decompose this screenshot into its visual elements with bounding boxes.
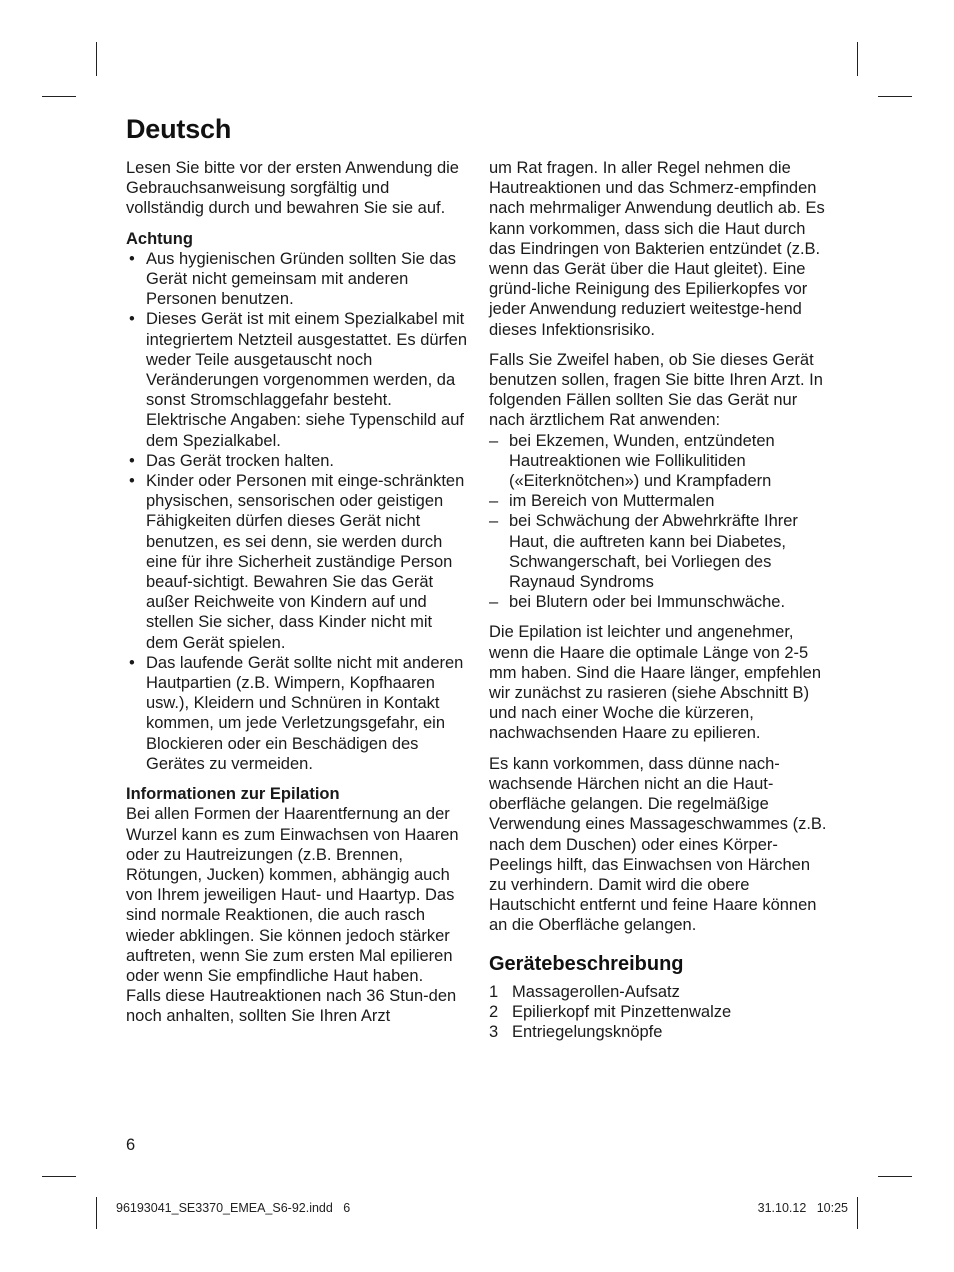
item-number: 3 xyxy=(489,1023,499,1042)
item-label: Massagerollen-Aufsatz xyxy=(512,982,680,1001)
caution-list xyxy=(126,249,468,774)
page-number: 6 xyxy=(126,1136,136,1154)
item-number: 1 xyxy=(489,982,499,1001)
list-item: – bei Ekzemen, Wunden, entzündeten Hautreaktionen wie Follikulitiden («Eiterknötchen») und Krampfadern xyxy=(489,431,831,492)
crop-mark xyxy=(96,1197,97,1229)
item-label: Epilierkopf mit Pinzettenwalze xyxy=(512,1002,732,1021)
list-item xyxy=(489,1002,831,1022)
crop-mark xyxy=(857,1197,858,1229)
footer-datetime: 31.10.12 10:25 xyxy=(757,1201,848,1215)
intro-paragraph: Lesen Sie bitte vor der ersten Anwendung die Gebrauchsanweisung sorgfältig und vollständig durch und bewahren Sie sie auf. xyxy=(126,159,459,218)
crop-mark xyxy=(42,96,76,97)
crop-mark xyxy=(878,1176,912,1177)
device-description-heading: Gerätebeschreibung xyxy=(489,952,684,975)
item-label: Entriegelungsknöpfe xyxy=(512,1023,663,1042)
list-item: • Kinder oder Personen mit einge-schränkten physischen, sensorischen oder geistigen Fähigkeiten dürfen dieses Gerät nicht benutzen, es sei denn, sie werden durch eine für ihre Sicherheit zuständige Person beauf-sichtigt. Bewahren Sie das Gerät außer Reichweite von Kindern auf und stellen Sie sicher, dass Kinder nicht mit dem Gerät spielen. xyxy=(126,471,468,653)
right-column xyxy=(489,158,831,1042)
list-item: • Aus hygienischen Gründen sollten Sie das Gerät nicht gemeinsam mit anderen Personen benutzen. xyxy=(126,249,468,310)
footer-filename: 96193041_SE3370_EMEA_S6-92.indd 6 xyxy=(116,1201,351,1215)
list-item: – bei Schwächung der Abwehrkräfte Ihrer Haut, die auftreten kann bei Diabetes, Schwangerschaft, bei Vorliegen des Raynaud Syndroms xyxy=(489,511,831,592)
list-item xyxy=(489,982,831,1002)
left-column xyxy=(126,158,468,1027)
device-parts-list xyxy=(489,982,831,1043)
caution-heading: Achtung xyxy=(126,229,193,248)
continuation-paragraph: um Rat fragen. In aller Regel nehmen die Hautreaktionen und das Schmerz-empfinden nach mehrmaliger Anwendung deutlich ab. Es kann vorkommen, dass sich die Haut durch das Eindringen von Bakterien entzündet (z.B. wenn das Gerät über die Haut gleitet). Eine gründ-liche Reinigung des Epilierkopfes vor jeder Anwendung reduziert weitestge-hend dieses Infektionsrisiko. xyxy=(489,159,825,339)
crop-mark xyxy=(96,42,97,76)
doubt-list xyxy=(489,431,831,613)
page-title: Deutsch xyxy=(126,114,232,144)
crop-mark xyxy=(878,96,912,97)
info-paragraph-continued: Falls diese Hautreaktionen nach 36 Stun-den noch anhalten, sollten Sie Ihren Arzt xyxy=(126,987,457,1026)
item-number: 2 xyxy=(489,1002,499,1021)
epilation-paragraph: Die Epilation ist leichter und angenehmer, wenn die Haare die optimale Länge von 2-5 mm haben. Sind die Haare länger, empfehlen wir zunächst zu rasieren (siehe Abschnitt B) und nach einer Woche die kürzeren, nachwachsenden Haare zu epilieren. xyxy=(489,623,822,743)
list-item: • Das laufende Gerät sollte nicht mit anderen Hautpartien (z.B. Wimpern, Kopfhaaren usw.), Kleidern und Schnüren in Kontakt kommen, um jede Verletzungsgefahr, ein Blockieren oder ein Beschädigen des Gerätes zu vermeiden. xyxy=(126,653,468,774)
list-item: • Dieses Gerät ist mit einem Spezialkabel mit integriertem Netzteil ausgestattet. Es dürfen weder Teile ausgetauscht noch Veränderungen vorgenommen werden, da sonst Stromschlaggefahr besteht. Elektrische Angaben: siehe Typenschild auf dem Spezialkabel. xyxy=(126,309,468,450)
list-item: • Das Gerät trocken halten. xyxy=(126,451,468,471)
list-item: – bei Blutern oder bei Immunschwäche. xyxy=(489,592,831,612)
crop-mark xyxy=(857,42,858,76)
list-item: – im Bereich von Muttermalen xyxy=(489,491,831,511)
ingrown-paragraph: Es kann vorkommen, dass dünne nach-wachsende Härchen nicht an die Haut-oberfläche gelangen. Die regelmäßige Verwendung eines Massageschwammes (z.B. nach dem Duschen) oder eines Körper-Peelings hilft, das Einwachsen von Härchen zu verhindern. Damit wird die obere Hautschicht entfernt und feine Haare können an die Oberfläche gelangen. xyxy=(489,754,827,935)
list-item xyxy=(489,1022,831,1042)
crop-mark xyxy=(42,1176,76,1177)
doubt-paragraph: Falls Sie Zweifel haben, ob Sie dieses Gerät benutzen sollen, fragen Sie bitte Ihren Arzt. In folgenden Fällen sollten Sie das Gerät nur nach ärztlichem Rat anwenden: xyxy=(489,350,823,430)
info-paragraph: Bei allen Formen der Haarentfernung an der Wurzel kann es zum Einwachsen von Haaren oder zu Hautreizungen (z.B. Brennen, Rötungen, Jucken) kommen, abhängig auch von Ihrem jeweiligen Haut- und Haartyp. Das sind normale Reaktionen, die auch rasch wieder abklingen. Sie können jedoch stärker auftreten, wenn Sie zum ersten Mal epilieren oder wenn Sie empfindliche Haut haben. xyxy=(126,805,459,985)
info-heading: Informationen zur Epilation xyxy=(126,785,340,804)
